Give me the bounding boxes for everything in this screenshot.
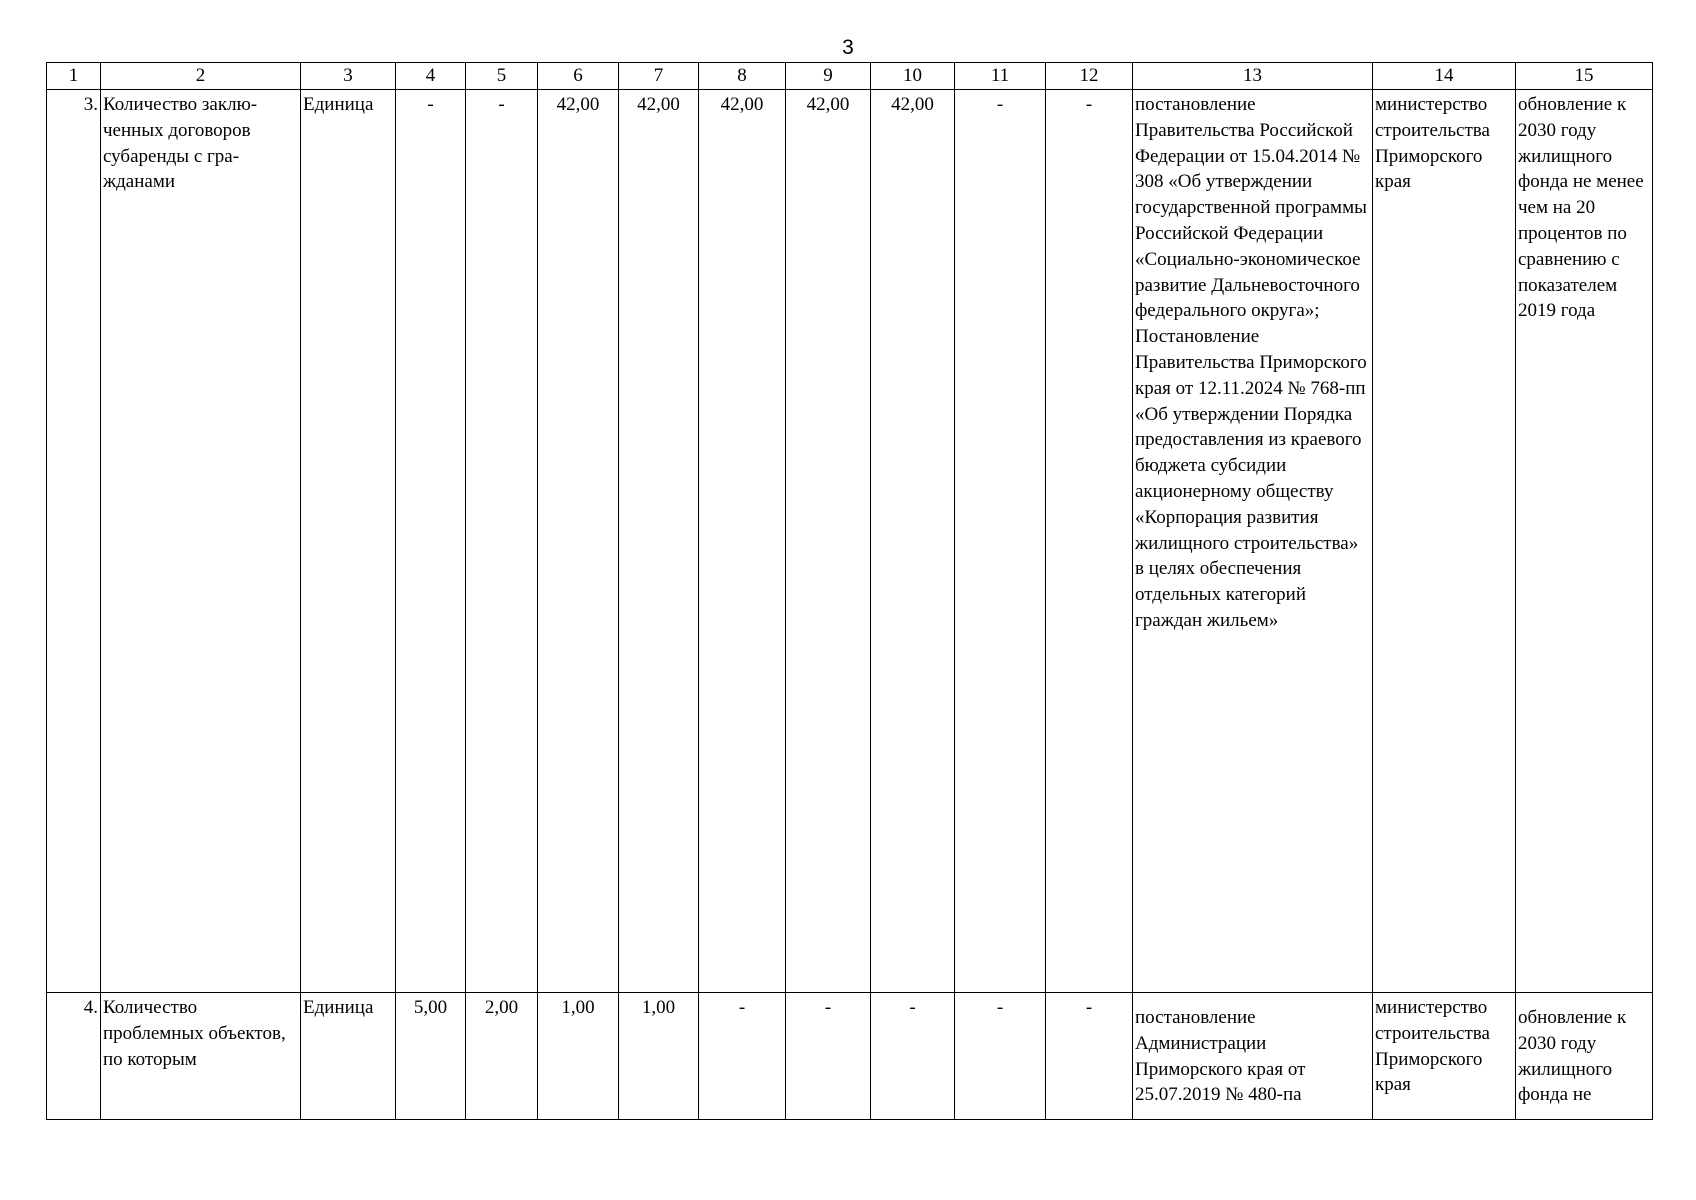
column-header: 5 xyxy=(466,63,538,90)
responsible-body-cell: министерство строительства Приморского края xyxy=(1373,993,1516,1120)
column-number-row xyxy=(47,63,1653,90)
column-header: 13 xyxy=(1133,63,1373,90)
column-header: 3 xyxy=(301,63,396,90)
legal-document-cell: постановление Администрации Приморского края от 25.07.2019 № 480-па xyxy=(1133,993,1373,1120)
column-header: 11 xyxy=(955,63,1046,90)
column-header: 10 xyxy=(871,63,955,90)
value-cell: 2,00 xyxy=(466,993,538,1120)
value-cell: - xyxy=(955,90,1046,993)
value-cell: - xyxy=(955,993,1046,1120)
column-header: 8 xyxy=(699,63,786,90)
column-header: 4 xyxy=(396,63,466,90)
value-cell: - xyxy=(699,993,786,1120)
value-cell: 42,00 xyxy=(871,90,955,993)
column-header: 9 xyxy=(786,63,871,90)
value-cell: 1,00 xyxy=(619,993,699,1120)
value-cell: 1,00 xyxy=(538,993,619,1120)
row-number: 4. xyxy=(47,993,101,1120)
value-cell: - xyxy=(871,993,955,1120)
value-cell: - xyxy=(786,993,871,1120)
value-cell: - xyxy=(1046,993,1133,1120)
value-cell: 42,00 xyxy=(699,90,786,993)
value-cell: - xyxy=(396,90,466,993)
unit-cell: Единица xyxy=(301,993,396,1120)
table-row xyxy=(47,90,1653,993)
value-cell: 42,00 xyxy=(538,90,619,993)
value-cell: 5,00 xyxy=(396,993,466,1120)
value-cell: 42,00 xyxy=(619,90,699,993)
indicator-name: Количество заклю-ченных договоров субаренды с гра-жданами xyxy=(101,90,301,993)
legal-document-cell: постановление Правительства Российской Федерации от 15.04.2014 № 308 «Об утверждении государственной программы Российской Федерации «Социально-экономическое развитие Дальневосточного федерального округа»; Постановление Правительства Приморского края от 12.11.2024 № 768-пп «Об утверждении Порядка предоставления из краевого бюджета субсидии акционерному обществу «Корпорация развития жилищного строительства» в целях обеспечения отдельных категорий граждан жильем» xyxy=(1133,90,1373,993)
column-header: 2 xyxy=(101,63,301,90)
row-number: 3. xyxy=(47,90,101,993)
table-row xyxy=(47,993,1653,1120)
column-header: 15 xyxy=(1516,63,1653,90)
column-header: 14 xyxy=(1373,63,1516,90)
column-header: 7 xyxy=(619,63,699,90)
column-header: 6 xyxy=(538,63,619,90)
indicator-name: Количество проблемных объектов, по которым xyxy=(101,993,301,1120)
indicators-table xyxy=(46,62,1653,1120)
page-number: 3 xyxy=(842,36,854,59)
national-goal-cell: обновление к 2030 году жилищного фонда не xyxy=(1516,993,1653,1120)
column-header: 12 xyxy=(1046,63,1133,90)
responsible-body-cell: министерство строительства Приморского края xyxy=(1373,90,1516,993)
value-cell: 42,00 xyxy=(786,90,871,993)
national-goal-cell: обновление к 2030 году жилищного фонда не менее чем на 20 процентов по сравнению с показателем 2019 года xyxy=(1516,90,1653,993)
unit-cell: Единица xyxy=(301,90,396,993)
value-cell: - xyxy=(1046,90,1133,993)
column-header: 1 xyxy=(47,63,101,90)
value-cell: - xyxy=(466,90,538,993)
